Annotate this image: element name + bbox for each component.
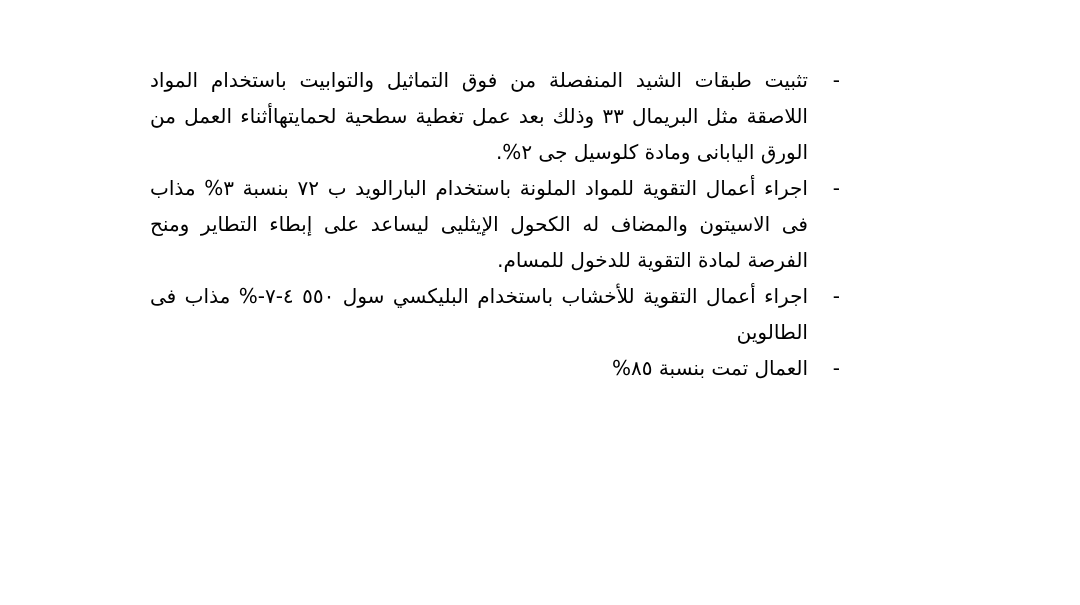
list-item-text: اجراء أعمال التقوية للمواد الملونة باستخدام البارالويد ب ٧٢ بنسبة ٣% مذاب فى الاسيتون والمضاف له الكحول الإيثليى ليساعد على إبطاء التطاير ومنح الفرصة لمادة التقوية للدخول للمسام. [150, 176, 808, 272]
bullet-list [150, 62, 840, 386]
list-item [150, 62, 840, 170]
list-item [150, 350, 840, 386]
list-item-text: تثبيت طبقات الشيد المنفصلة من فوق التماثيل والتوابيت باستخدام المواد اللاصقة مثل البريمال ٣٣ وذلك بعد عمل تغطية سطحية لحمايتهاأثناء العمل من الورق اليابانى ومادة كلوسيل جى ٢%. [150, 68, 808, 164]
list-item-text: اجراء أعمال التقوية للأخشاب باستخدام البليكسي سول ٥٥٠ ٤-٧-% مذاب فى الطالوين [150, 284, 808, 344]
list-item [150, 278, 840, 350]
dash-bullet: - [832, 68, 840, 92]
list-item-text: العمال تمت بنسبة ٨٥% [611, 356, 808, 380]
dash-bullet: - [832, 356, 840, 380]
list-item [150, 170, 840, 278]
dash-bullet: - [832, 176, 840, 200]
dash-bullet: - [832, 284, 840, 308]
